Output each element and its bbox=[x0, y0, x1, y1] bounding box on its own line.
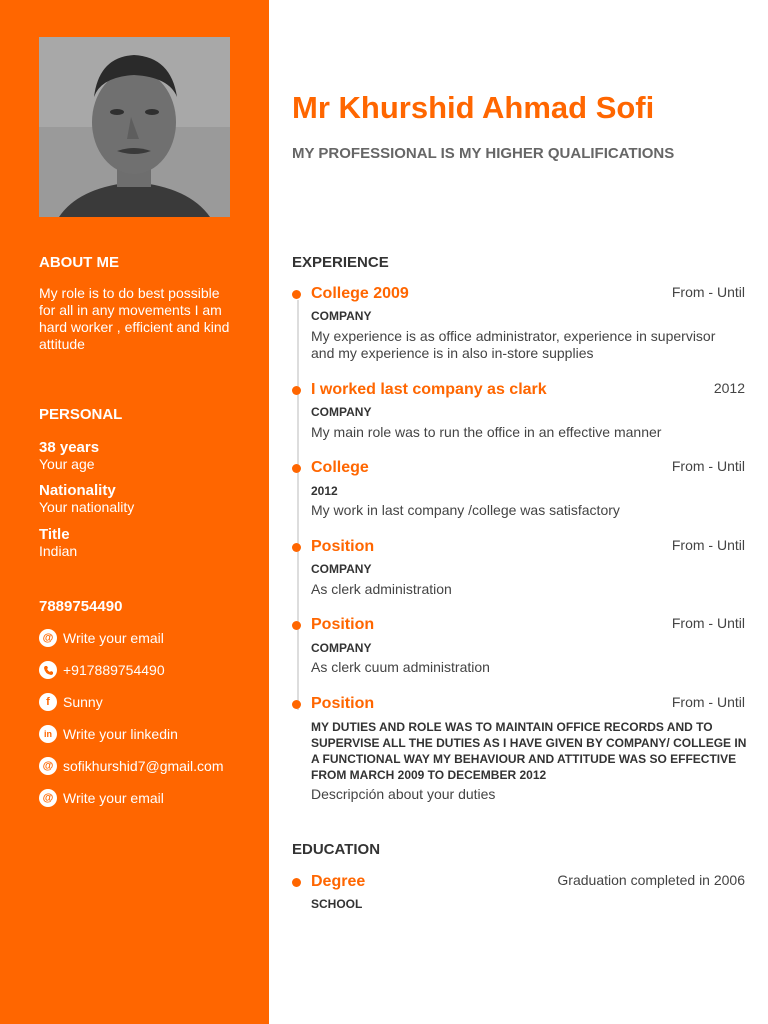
contact-facebook-text: Sunny bbox=[63, 694, 103, 710]
experience-description: As clerk cuum administration bbox=[311, 659, 490, 675]
experience-company: COMPANY bbox=[311, 405, 372, 419]
experience-title: Position bbox=[311, 538, 375, 555]
title-value: Indian bbox=[39, 543, 78, 559]
experience-description: As clerk administration bbox=[311, 581, 452, 597]
contact-email-1-text: Write your email bbox=[63, 630, 164, 646]
about-heading: ABOUT ME bbox=[39, 254, 119, 271]
experience-title: College bbox=[311, 459, 369, 476]
phone-heading: 7889754490 bbox=[39, 598, 123, 615]
facebook-icon: f bbox=[39, 693, 57, 711]
experience-date: From - Until bbox=[671, 694, 745, 710]
experience-title: Position bbox=[311, 695, 375, 712]
at-icon: @ bbox=[39, 789, 57, 807]
contact-email-3[interactable] bbox=[39, 788, 164, 808]
timeline-dot bbox=[292, 386, 301, 395]
contact-email-3-text: Write your email bbox=[63, 790, 164, 806]
experience-title: College 2009 bbox=[311, 285, 409, 302]
timeline-dot bbox=[292, 464, 301, 473]
education-school: SCHOOL bbox=[311, 897, 363, 911]
experience-description: My experience is as office administrator, experience in supervisor and my experience is in also in-store supplies bbox=[311, 328, 716, 361]
experience-date: From - Until bbox=[671, 458, 745, 474]
experience-description: My main role was to run the office in an effective manner bbox=[311, 424, 662, 440]
experience-date: 2012 bbox=[713, 380, 745, 396]
contact-phone-text: +917889754490 bbox=[63, 662, 165, 678]
experience-date: From - Until bbox=[671, 615, 745, 631]
experience-date: From - Until bbox=[671, 284, 745, 300]
education-title: Degree bbox=[311, 873, 366, 890]
at-icon: @ bbox=[39, 629, 57, 647]
timeline-dot bbox=[292, 290, 301, 299]
contact-phone[interactable] bbox=[39, 660, 165, 680]
age-label: 38 years bbox=[39, 439, 100, 456]
contact-linkedin[interactable] bbox=[39, 724, 178, 744]
nationality-label: Nationality bbox=[39, 482, 116, 499]
experience-date: From - Until bbox=[671, 537, 745, 553]
contact-email-1[interactable] bbox=[39, 628, 164, 648]
experience-title: I worked last company as clark bbox=[311, 381, 547, 398]
page-title: Mr Khurshid Ahmad Sofi bbox=[292, 90, 655, 125]
page-subtitle: MY PROFESSIONAL IS MY HIGHER QUALIFICATIONS bbox=[292, 145, 675, 162]
contact-facebook[interactable] bbox=[39, 692, 103, 712]
nationality-value: Your nationality bbox=[39, 499, 135, 515]
education-date: Graduation completed in 2006 bbox=[557, 872, 745, 888]
education-heading: EDUCATION bbox=[292, 841, 381, 858]
experience-company: MY DUTIES AND ROLE WAS TO MAINTAIN OFFICE RECORDS AND TO SUPERVISE ALL THE DUTIES AS I HAVE GIVEN BY COMPANY/ COLLEGE IN A FUNCTIONAL WAY MY BEHAVIOUR AND ATTITUDE WAS SO EFFECTIVE FROM MARCH 2009 TO DECEMBER 2012 bbox=[311, 720, 747, 782]
experience-description: Descripción about your duties bbox=[311, 786, 496, 802]
sidebar bbox=[0, 0, 269, 1024]
personal-heading: PERSONAL bbox=[39, 406, 123, 423]
linkedin-icon: in bbox=[39, 725, 57, 743]
experience-company: COMPANY bbox=[311, 309, 372, 323]
age-value: Your age bbox=[39, 456, 95, 472]
experience-title: Position bbox=[311, 616, 375, 633]
experience-company: COMPANY bbox=[311, 641, 372, 655]
timeline-line bbox=[297, 300, 299, 710]
title-label: Title bbox=[39, 526, 70, 543]
experience-company: 2012 bbox=[311, 484, 338, 498]
about-text: My role is to do best possible for all in any movements I am hard worker , efficient and kind attitude bbox=[39, 285, 230, 352]
phone-icon bbox=[39, 661, 57, 679]
timeline-dot bbox=[292, 878, 301, 887]
experience-company: COMPANY bbox=[311, 562, 372, 576]
timeline-dot bbox=[292, 621, 301, 630]
contact-email-2[interactable] bbox=[39, 756, 224, 776]
experience-heading: EXPERIENCE bbox=[292, 254, 389, 271]
contact-email-2-text: sofikhurshid7@gmail.com bbox=[63, 758, 224, 774]
contact-linkedin-text: Write your linkedin bbox=[63, 726, 178, 742]
at-icon: @ bbox=[39, 757, 57, 775]
timeline-dot bbox=[292, 543, 301, 552]
experience-description: My work in last company /college was satisfactory bbox=[311, 502, 620, 518]
timeline-dot bbox=[292, 700, 301, 709]
profile-photo bbox=[39, 37, 230, 217]
